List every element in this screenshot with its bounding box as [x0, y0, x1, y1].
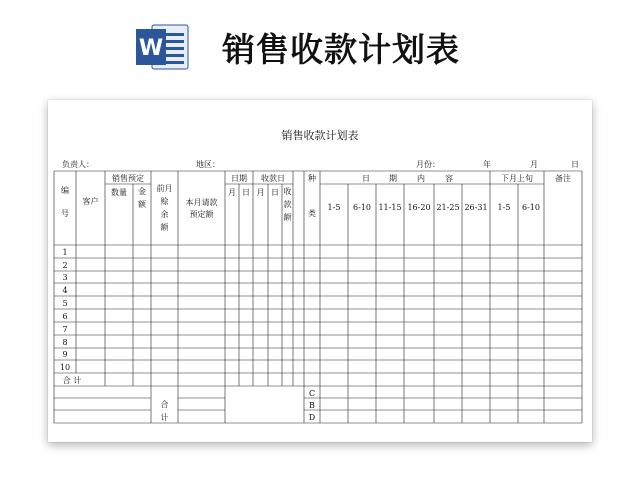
- col-prev-balance-4: 额: [160, 223, 169, 232]
- period-6: 26-31: [464, 203, 488, 212]
- row-number: 9: [62, 350, 68, 359]
- col-receipt-amount-3: 额: [283, 213, 292, 222]
- year-label: 年: [483, 160, 491, 169]
- col-receipt-day: 日: [271, 188, 279, 197]
- kind-b: B: [309, 401, 315, 410]
- col-kind-char-2: 类: [308, 209, 316, 218]
- col-amount-char-1: 金: [138, 187, 146, 196]
- kind-c: C: [308, 389, 316, 398]
- word-icon: [134, 22, 190, 72]
- row-number: 7: [62, 325, 68, 334]
- row-number: 5: [62, 299, 68, 308]
- col-date-content-4: 容: [445, 174, 453, 183]
- col-date-content-2: 期: [389, 174, 397, 183]
- footer-total-char-1: 合: [160, 400, 169, 409]
- period-1: 1-5: [327, 203, 341, 212]
- col-prev-balance-3: 余: [160, 210, 169, 219]
- col-date-content-1: 日: [362, 174, 370, 183]
- col-prev-balance-2: 赊: [160, 197, 169, 206]
- col-this-month-request-2: 预定额: [189, 210, 214, 219]
- document-page: [48, 100, 592, 442]
- col-date-content-3: 内: [417, 174, 425, 183]
- row-number: 6: [62, 312, 68, 321]
- row-number: 2: [62, 261, 68, 270]
- document-title: 销售收款计划表: [281, 129, 359, 142]
- kind-d: D: [308, 413, 316, 422]
- region-label: 地区：: [196, 160, 220, 169]
- month-unit-label: 月: [530, 160, 538, 169]
- col-number-char-1: 编: [61, 186, 69, 195]
- period-5: 21-25: [436, 203, 460, 212]
- responsible-label: 负责人：: [62, 160, 94, 169]
- period-3: 11-15: [378, 203, 402, 212]
- next-period-1: 1-5: [497, 203, 511, 212]
- col-kind-char-1: 种: [308, 174, 316, 183]
- row-number: 10: [59, 363, 71, 372]
- table-grid: [48, 100, 592, 442]
- col-receipt-month: 月: [256, 188, 265, 197]
- col-date-group: 日期: [231, 174, 247, 183]
- col-receipt-amount-1: 收: [283, 187, 292, 196]
- col-sales-reservation: 销售预定: [112, 174, 144, 183]
- page-header: [0, 0, 640, 92]
- word-icon-letter: W: [138, 36, 164, 61]
- col-date-month: 月: [228, 188, 236, 197]
- month-label: 月份：: [416, 160, 440, 169]
- row-number: 1: [62, 248, 68, 257]
- col-this-month-request-1: 本月请款: [185, 198, 218, 207]
- col-amount-char-2: 额: [138, 200, 146, 209]
- col-next-month: 下月上旬: [501, 174, 533, 183]
- page-title: 销售收款计划表: [222, 30, 460, 69]
- col-quantity: 数量: [111, 188, 127, 197]
- col-receipt-group: 收款日: [261, 174, 285, 183]
- col-date-day: 日: [242, 188, 250, 197]
- col-prev-balance-1: 前月: [156, 184, 173, 193]
- col-receipt-amount-2: 款: [283, 200, 292, 209]
- period-2: 6-10: [353, 203, 371, 212]
- next-period-2: 6-10: [522, 203, 540, 212]
- col-customer: 客户: [82, 197, 99, 206]
- row-number: 8: [62, 338, 68, 347]
- total-row-label: 合 计: [62, 376, 82, 385]
- row-number: 3: [62, 273, 68, 282]
- period-4: 16-20: [407, 203, 431, 212]
- row-number: 4: [62, 286, 68, 295]
- footer-total-char-2: 计: [160, 413, 169, 422]
- col-remarks: 备注: [555, 174, 571, 183]
- day-unit-label: 日: [571, 160, 579, 169]
- col-number-char-2: 号: [61, 209, 69, 218]
